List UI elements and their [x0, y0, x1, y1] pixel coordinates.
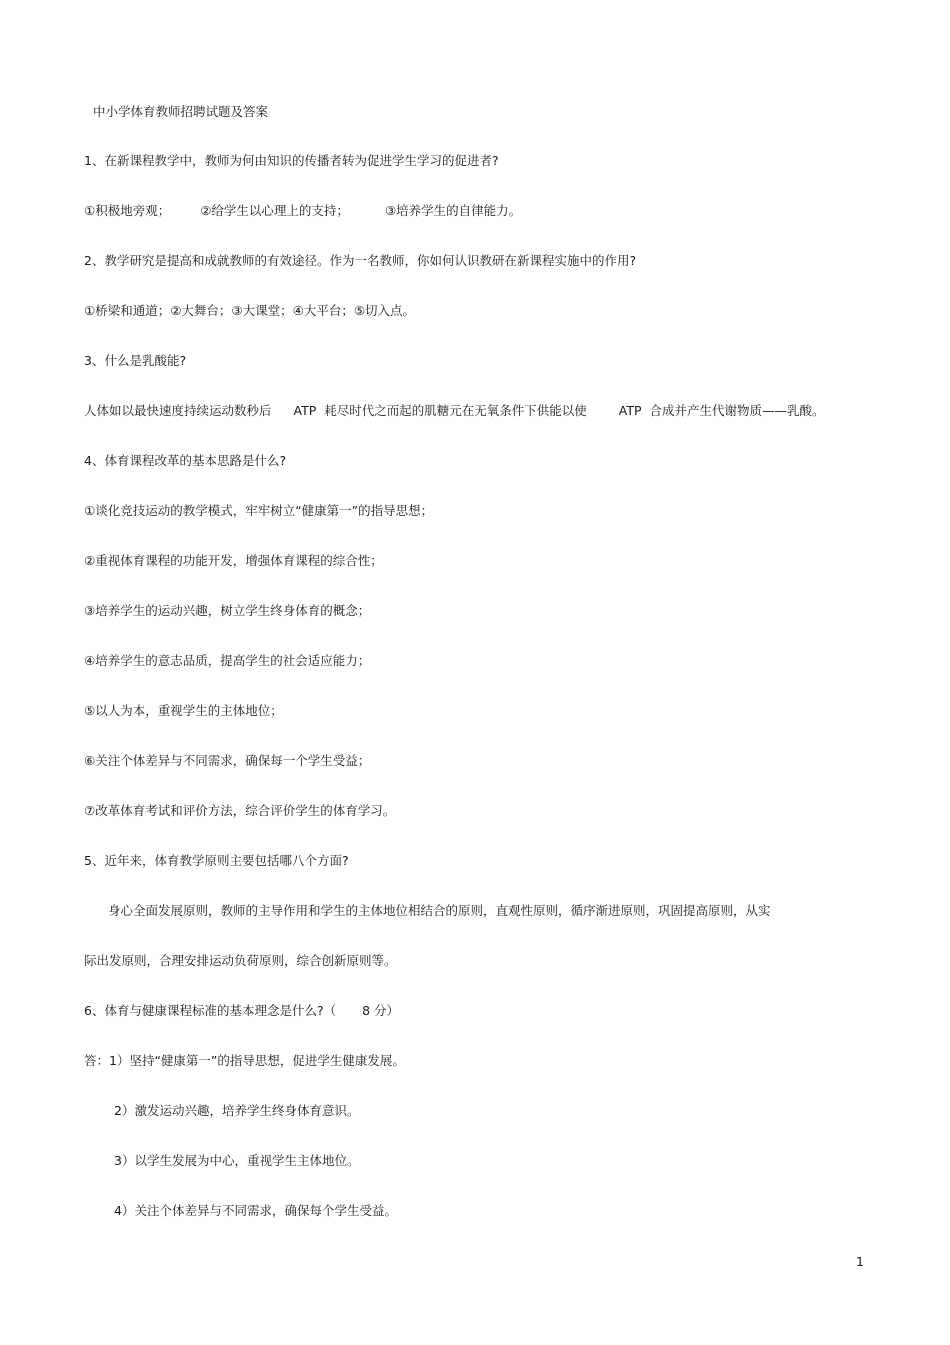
question-6-text: 6、体育与健康课程标准的基本理念是什么?（ — [84, 1003, 337, 1018]
answer-3-part-3: 合成并产生代谢物质——乳酸。 — [649, 403, 825, 418]
question-5: 5、近年来，体育教学原则主要包括哪八个方面? — [84, 853, 349, 868]
answer-4-item: ⑥关注个体差异与不同需求，确保每一个学生受益； — [84, 753, 371, 768]
answer-6-item: 3）以学生发展为中心，重视学生主体地位。 — [114, 1153, 360, 1168]
answer-4-item: ⑦改革体育考试和评价方法，综合评价学生的体育学习。 — [84, 803, 396, 818]
answer-1-part-2: ②给学生以心理上的支持； — [200, 203, 349, 218]
question-6 — [84, 1003, 399, 1019]
document-title: 中小学体育教师招聘试题及答案 — [93, 104, 269, 119]
answer-5-line-1: 身心全面发展原则，教师的主导作用和学生的主体地位相结合的原则，直观性原则，循序渐进原则，巩固提高原则，从实 — [108, 903, 771, 918]
question-1: 1、在新课程教学中，教师为何由知识的传播者转为促进学生学习的促进者? — [84, 153, 499, 168]
answer-4-item: ①谈化竞技运动的教学模式，牢牢树立“健康第一”的指导思想； — [84, 503, 434, 518]
question-4: 4、体育课程改革的基本思路是什么? — [84, 453, 287, 468]
question-2: 2、教学研究是提高和成就教师的有效途径。作为一名教师，你如何认识教研在新课程实施中的作用? — [84, 253, 637, 268]
answer-2: ①桥梁和通道；②大舞台；③大课堂；④大平台；⑤切入点。 — [84, 303, 416, 318]
answer-6-item: 2）激发运动兴趣，培养学生终身体育意识。 — [114, 1103, 360, 1118]
question-6-points: 8 分） — [362, 1003, 400, 1018]
answer-1-part-3: ③培养学生的自律能力。 — [384, 203, 522, 218]
answer-3-atp-2: ATP — [618, 403, 642, 418]
answer-4-item: ②重视体育课程的功能开发，增强体育课程的综合性； — [84, 553, 383, 568]
question-3: 3、什么是乳酸能? — [84, 353, 187, 368]
answer-3-part-1: 人体如以最快速度持续运动数秒后 — [84, 403, 272, 418]
answer-6-item: 4）关注个体差异与不同需求，确保每个学生受益。 — [114, 1203, 397, 1218]
answer-4-item: ③培养学生的运动兴趣，树立学生终身体育的概念； — [84, 603, 371, 618]
answer-3-atp-1: ATP — [293, 403, 317, 418]
answer-4-item: ⑤以人为本，重视学生的主体地位； — [84, 703, 283, 718]
answer-3-part-2: 耗尽时代之而起的肌糖元在无氧条件下供能以使 — [324, 403, 587, 418]
answer-3 — [84, 403, 824, 419]
answer-4-item: ④培养学生的意志品质，提高学生的社会适应能力； — [84, 653, 371, 668]
page-number: 1 — [856, 1254, 864, 1269]
answer-6-item: 答：1）坚持“健康第一”的指导思想，促进学生健康发展。 — [84, 1053, 405, 1068]
answer-1-part-1: ①积极地旁观； — [84, 203, 171, 218]
answer-1 — [84, 203, 521, 219]
answer-5-line-2: 际出发原则，合理安排运动负荷原则，综合创新原则等。 — [84, 953, 397, 968]
